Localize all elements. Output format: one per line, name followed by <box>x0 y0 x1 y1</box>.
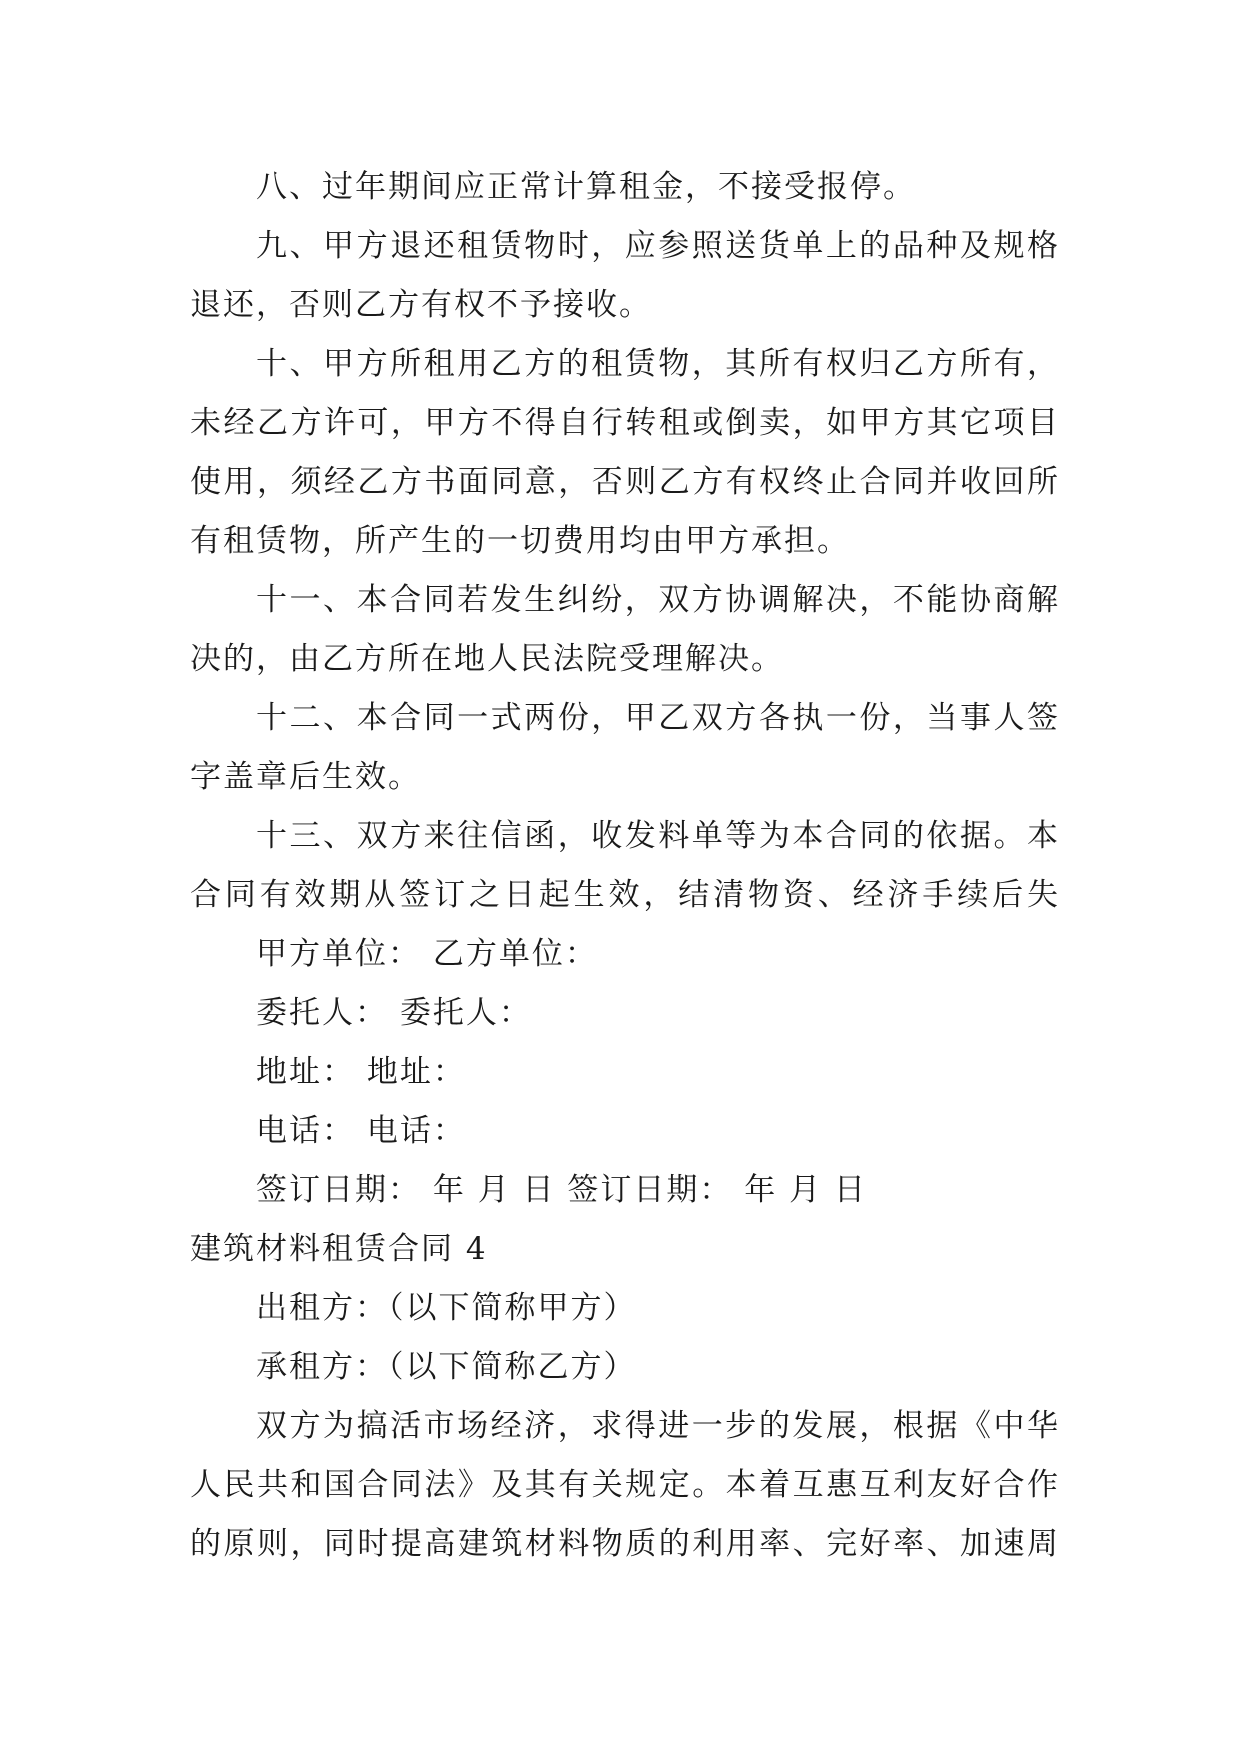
lessor-line: 出租方：（以下简称甲方） <box>256 1290 637 1326</box>
text-line: 退还，否则乙方有权不予接收。 <box>190 287 652 323</box>
signature-agent-line: 委托人： 委托人： <box>256 995 532 1031</box>
text-line: 十、甲方所租用乙方的租赁物，其所有权归乙方所有， <box>256 346 1060 382</box>
text-line: 十三、双方来往信函，收发料单等为本合同的依据。本 <box>256 818 1060 854</box>
text-line: 人民共和国合同法》及其有关规定。本着互惠互利友好合作 <box>190 1467 1060 1503</box>
text-line: 八、过年期间应正常计算租金，不接受报停。 <box>256 169 916 205</box>
section-title: 建筑材料租赁合同 4 <box>190 1231 488 1267</box>
text-line: 决的，由乙方所在地人民法院受理解决。 <box>190 641 784 677</box>
signature-date-line: 签订日期： 年 月 日 签订日期： 年 月 日 <box>256 1172 867 1208</box>
text-line: 未经乙方许可，甲方不得自行转租或倒卖，如甲方其它项目 <box>190 405 1060 441</box>
text-line: 九、甲方退还租赁物时，应参照送货单上的品种及规格 <box>256 228 1060 264</box>
document-body <box>190 158 1060 1574</box>
text-line: 字盖章后生效。 <box>190 759 421 795</box>
text-line: 双方为搞活市场经济，求得进一步的发展，根据《中华 <box>256 1408 1060 1444</box>
text-line: 使用，须经乙方书面同意，否则乙方有权终止合同并收回所 <box>190 464 1060 500</box>
lessee-line: 承租方：（以下简称乙方） <box>256 1349 637 1385</box>
text-line: 有租赁物，所产生的一切费用均由甲方承担。 <box>190 523 850 559</box>
text-line: 合同有效期从签订之日起生效，结清物资、经济手续后失 <box>190 877 1060 913</box>
text-line: 十二、本合同一式两份，甲乙双方各执一份，当事人签 <box>256 700 1060 736</box>
signature-party-line: 甲方单位： 乙方单位： <box>256 936 598 972</box>
signature-phone-line: 电话： 电话： <box>256 1113 466 1149</box>
signature-address-line: 地址： 地址： <box>256 1054 466 1090</box>
text-line: 十一、本合同若发生纠纷，双方协调解决，不能协商解 <box>256 582 1060 618</box>
text-line: 的原则，同时提高建筑材料物质的利用率、完好率、加速周 <box>190 1526 1060 1562</box>
